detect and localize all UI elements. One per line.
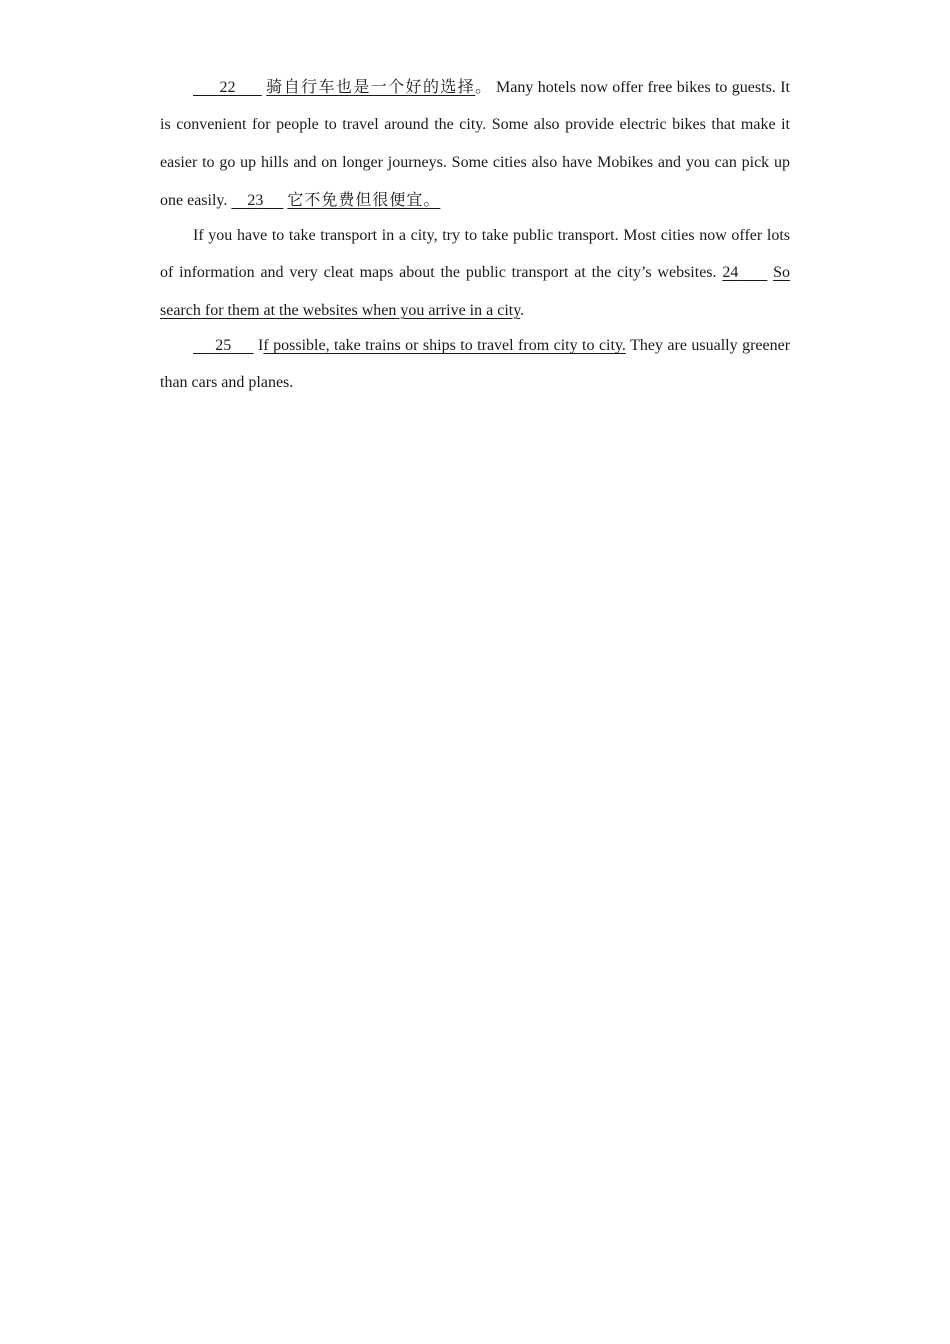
paragraph-2-tail: .	[520, 301, 525, 319]
paragraph-1	[160, 68, 790, 219]
blank-22	[193, 79, 262, 96]
blank-number: 25	[215, 337, 232, 355]
paragraph-1-text: 。 Many hotels now offer free bikes to guests. It is convenient for people to travel around the city. Some also provide electric bikes that make it easier to go up hills and on longer journeys. Some cities also have Mobikes and you can pick up one easily.	[160, 79, 790, 209]
blank-25	[193, 337, 254, 354]
blank-24	[722, 264, 767, 281]
paragraph-3	[160, 327, 790, 402]
blank-number: 23	[247, 191, 264, 209]
blank-number: 24	[722, 264, 739, 282]
blank-23	[231, 192, 283, 209]
answer-23: 它不免费但很便宜。	[287, 189, 441, 209]
answer-25-prefix: I	[258, 337, 264, 355]
answer-22: 骑自行车也是一个好的选择	[266, 77, 476, 96]
paragraph-2	[160, 217, 790, 329]
document-body	[160, 68, 790, 402]
paragraph-2-text: If you have to take transport in a city, try to take public transport. Most cities now offer lots of information and very cleat maps about the public transport at the city’s websites.	[160, 227, 790, 282]
answer-25: f possible, take trains or ships to travel from city to city.	[263, 337, 626, 355]
paragraph-3-tail: They are usually greener than cars and planes.	[160, 337, 791, 392]
answer-24: So search for them at the websites when you arrive in a city	[160, 264, 791, 319]
blank-number: 22	[219, 79, 236, 96]
